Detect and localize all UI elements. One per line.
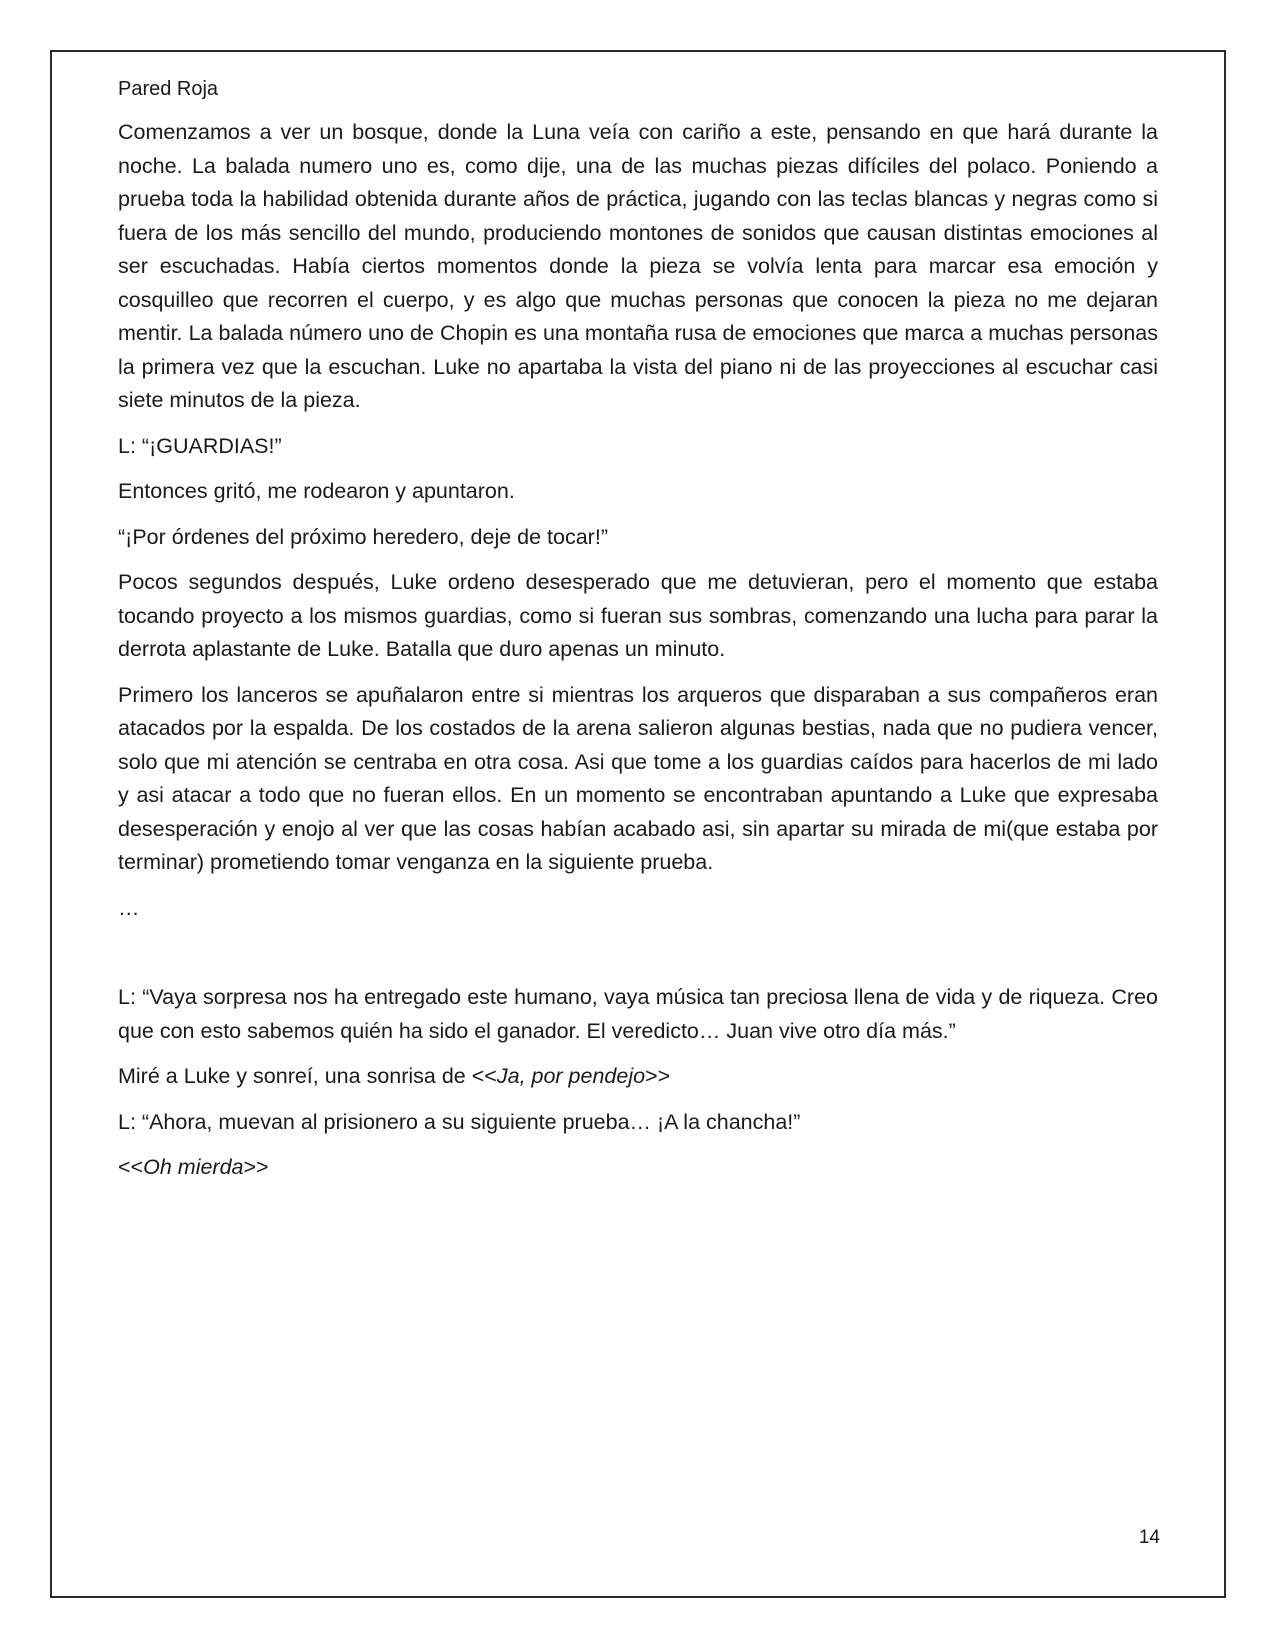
paragraph-lancers: Primero los lanceros se apuñalaron entre si mientras los arqueros que disparaban a sus compañeros eran atacados por la espalda. De los costados de la arena salieron algunas bestias, nada que no pudiera vencer, solo que mi atención se centraba en otra cosa. Asi que tome a los guardias caídos para hacerlos de mi lado y asi atacar a todo que no fueran ellos. En un momento se encontraban apuntando a Luke que expresaba desesperación y enojo al ver que las cosas habían acabado asi, sin apartar su mirada de mi(que estaba por terminar) prometiendo tomar venganza en la siguiente prueba. — [118, 682, 1158, 874]
dialogue-guards: L: “¡GUARDIAS!” — [118, 433, 282, 458]
smile-italic: Ja, por pendejo — [496, 1064, 646, 1088]
paragraph-battle: Pocos segundos después, Luke ordeno desesperado que me detuvieran, pero el momento que estaba tocando proyecto a los mismos guardias, como si fueran sus sombras, comenzando una lucha para parar la derrota aplastante de Luke. Batalla que duro apenas un minuto. — [118, 570, 1158, 661]
paragraph-smile — [118, 1060, 1158, 1094]
paragraph-closing — [118, 1151, 1158, 1185]
closing-suffix: >> — [243, 1155, 269, 1179]
smile-prefix: Miré a Luke y sonreí, una sonrisa de << — [118, 1064, 497, 1088]
paragraph-surrounded: Entonces gritó, me rodearon y apuntaron. — [118, 479, 515, 503]
ellipsis-break: … — [118, 895, 140, 920]
closing-italic: Oh mierda — [143, 1155, 244, 1179]
smile-suffix: >> — [645, 1064, 671, 1088]
paragraph-ballad: Comenzamos a ver un bosque, donde la Luna veía con cariño a este, pensando en que hará durante la noche. La balada numero uno es, como dije, una de las muchas piezas difíciles del polaco. Poniendo a prueba toda la habilidad obtenida durante años de práctica, jugando con las teclas blancas y negras como si fuera de los más sencillo del mundo, produciendo montones de sonidos que causan distintas emociones al ser escuchadas. Había ciertos momentos donde la pieza se volvía lenta para marcar esa emoción y cosquilleo que recorren el cuerpo, y es algo que muchas personas que conocen la pieza no me dejaran mentir. La balada número uno de Chopin es una montaña rusa de emociones que marca a muchas personas la primera vez que la escuchan. Luke no apartaba la vista del piano ni de las proyecciones al escuchar casi siete minutos de la pieza. — [118, 120, 1158, 412]
running-header: Pared Roja — [118, 78, 219, 100]
dialogue-verdict: L: “Vaya sorpresa nos ha entregado este humano, vaya música tan preciosa llena de vida y de riqueza. Creo que con esto sabemos quién ha sido el ganador. El veredicto… Juan vive otro día más.” — [118, 985, 1158, 1043]
dialogue-next-trial: L: “Ahora, muevan al prisionero a su siguiente prueba… ¡A la chancha!” — [118, 1109, 801, 1134]
closing-prefix: << — [118, 1155, 144, 1179]
dialogue-orders: “¡Por órdenes del próximo heredero, deje de tocar!” — [118, 524, 608, 549]
section-spacer — [118, 937, 1158, 981]
page-number: 14 — [1138, 1527, 1160, 1548]
page-content — [118, 74, 1158, 1197]
